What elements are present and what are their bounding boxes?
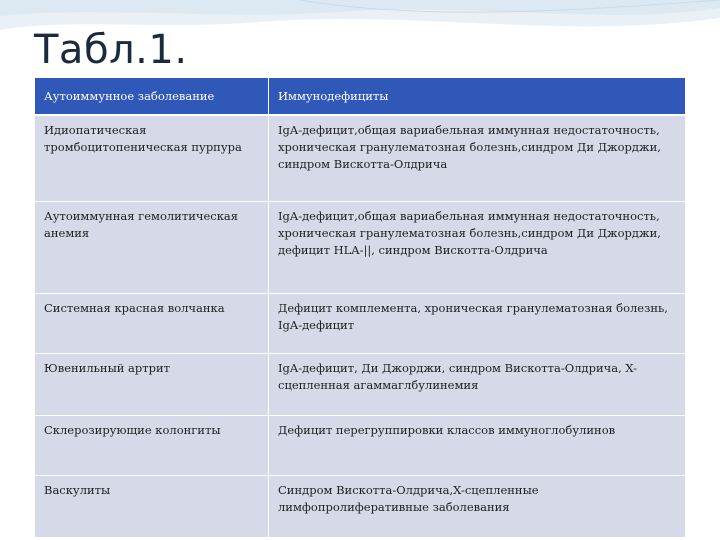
immunodeficiency-cell: Синдром Вискотта-Олдрича,X-сцепленные лимфопролиферативные заболевания: [269, 475, 686, 537]
immunodeficiency-cell: Дефицит перегруппировки классов иммуноглобулинов: [269, 415, 686, 475]
table-row: [35, 415, 686, 475]
disease-cell: Системная красная волчанка: [35, 293, 269, 353]
slide-title: Табл.1.: [34, 27, 188, 73]
header-disease: Аутоиммунное заболевание: [35, 78, 269, 115]
immunodeficiency-cell: IgA-дефицит,общая вариабельная иммунная недостаточность, хроническая гранулематозная болезнь,синдром Ди Джорджи, дефицит HLA-||, синдром Вискотта-Олдрича: [269, 201, 686, 293]
header-immunodeficiency: Иммунодефициты: [269, 78, 686, 115]
table-row: [35, 353, 686, 415]
table-row: [35, 115, 686, 201]
table-row: [35, 475, 686, 537]
disease-cell: Идиопатическая тромбоцитопеническая пурпура: [35, 115, 269, 201]
immunodeficiency-cell: Дефицит комплемента, хроническая гранулематозная болезнь, IgA-дефицит: [269, 293, 686, 353]
disease-cell: Склерозирующие колонгиты: [35, 415, 269, 475]
table-row: [35, 293, 686, 353]
disease-cell: Ювенильный артрит: [35, 353, 269, 415]
disease-cell: Аутоиммунная гемолитическая анемия: [35, 201, 269, 293]
table-row: [35, 201, 686, 293]
comparison-table: [34, 78, 686, 538]
table-header-row: [35, 78, 686, 115]
disease-cell: Васкулиты: [35, 475, 269, 537]
immunodeficiency-cell: IgA-дефицит,общая вариабельная иммунная недостаточность, хроническая гранулематозная болезнь,синдром Ди Джорджи, синдром Вискотта-Олдрича: [269, 115, 686, 201]
immunodeficiency-cell: IgA-дефицит, Ди Джорджи, синдром Вискотта-Олдрича, X-сцепленная агаммаглбулинемия: [269, 353, 686, 415]
